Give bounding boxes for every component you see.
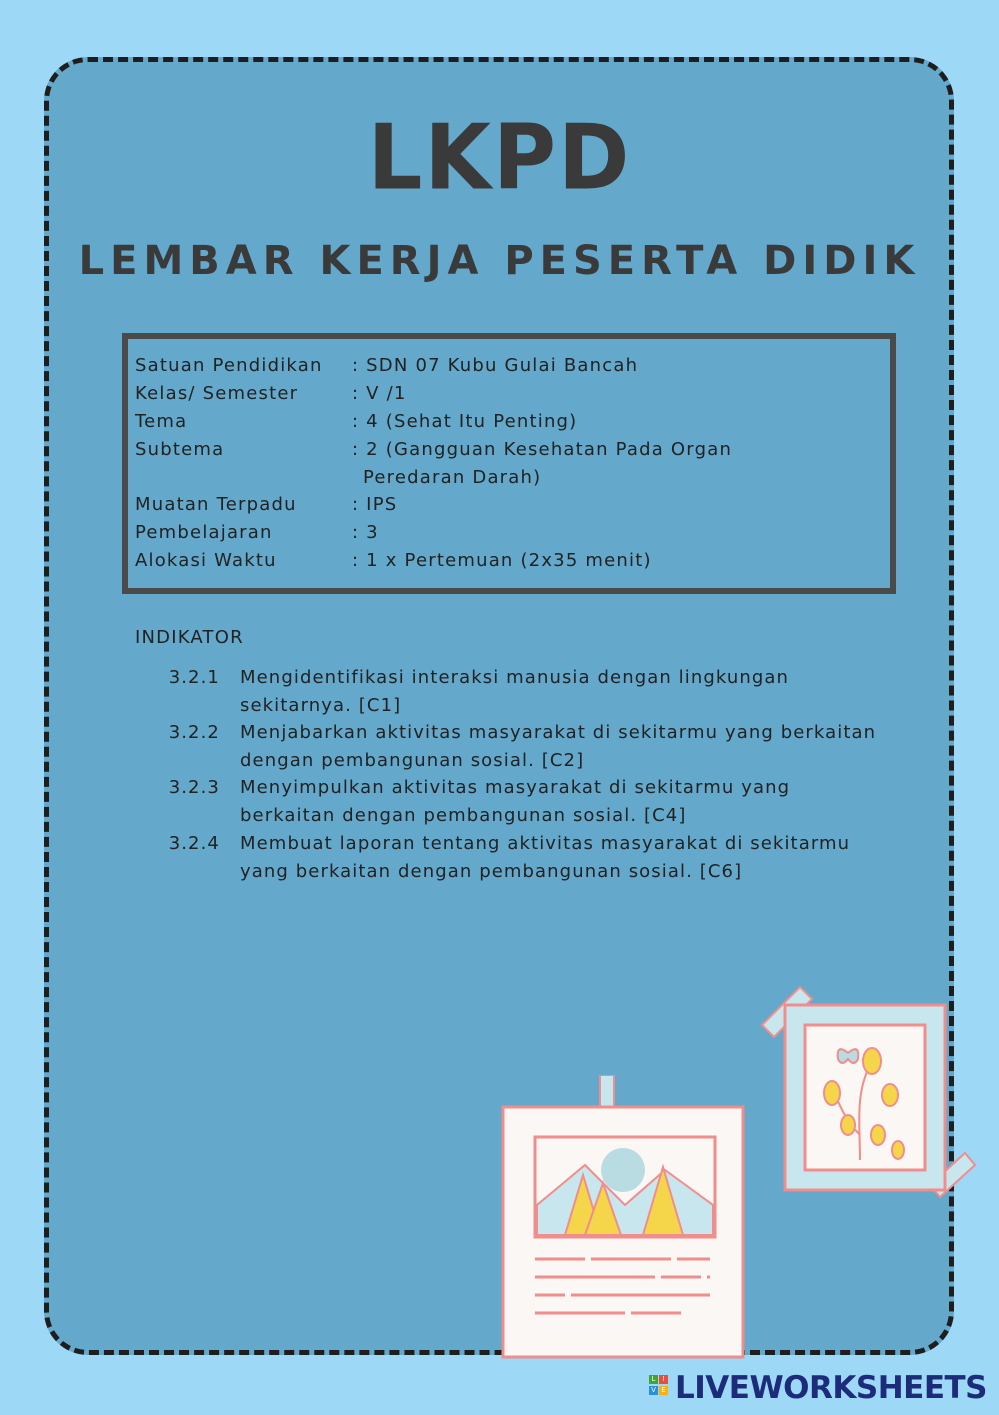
info-label: Tema bbox=[135, 411, 188, 432]
indikator-text: sekitarnya. [C1] bbox=[240, 695, 402, 716]
info-value: : SDN 07 Kubu Gulai Bancah bbox=[352, 355, 639, 376]
liveworksheets-logo bbox=[649, 1369, 987, 1407]
liveworksheets-icon bbox=[649, 1375, 671, 1401]
indikator-text: yang berkaitan dengan pembangunan sosial. [C6] bbox=[240, 861, 743, 882]
page-subtitle: LEMBAR KERJA PESERTA DIDIK bbox=[78, 238, 921, 284]
info-label: Alokasi Waktu bbox=[135, 550, 277, 571]
logo-letter: E bbox=[659, 1386, 668, 1395]
info-value: : 3 bbox=[352, 522, 379, 543]
info-value: : IPS bbox=[352, 494, 398, 515]
flower-picture-icon bbox=[760, 985, 980, 1210]
indikator-text: Menyimpulkan aktivitas masyarakat di sekitarmu yang bbox=[240, 777, 791, 798]
info-label: Muatan Terpadu bbox=[135, 494, 297, 515]
info-label: Satuan Pendidikan bbox=[135, 355, 323, 376]
page-title: LKPD bbox=[367, 105, 632, 211]
indikator-number: 3.2.4 bbox=[168, 833, 220, 854]
indikator-number: 3.2.3 bbox=[168, 777, 220, 798]
landscape-picture-icon bbox=[495, 1075, 755, 1365]
indikator-text: Mengidentifikasi interaksi manusia dengan lingkungan bbox=[240, 667, 790, 688]
info-value: : V /1 bbox=[352, 383, 407, 404]
info-label: Subtema bbox=[135, 439, 225, 460]
info-value: : 4 (Sehat Itu Penting) bbox=[352, 411, 578, 432]
logo-letter: I bbox=[659, 1375, 668, 1384]
indikator-text: Menjabarkan aktivitas masyarakat di sekitarmu yang berkaitan bbox=[240, 722, 877, 743]
logo-letter: L bbox=[649, 1375, 658, 1384]
info-value: Peredaran Darah) bbox=[363, 467, 542, 488]
info-value: : 2 (Gangguan Kesehatan Pada Organ bbox=[352, 439, 733, 460]
liveworksheets-brand: LIVEWORKSHEETS bbox=[675, 1370, 987, 1406]
indikator-text: berkaitan dengan pembangunan sosial. [C4] bbox=[240, 805, 687, 826]
indikator-text: Membuat laporan tentang aktivitas masyarakat di sekitarmu bbox=[240, 833, 851, 854]
info-value: : 1 x Pertemuan (2x35 menit) bbox=[352, 550, 652, 571]
logo-letter: V bbox=[649, 1386, 658, 1395]
info-label: Pembelajaran bbox=[135, 522, 273, 543]
indikator-heading: INDIKATOR bbox=[135, 627, 244, 648]
indikator-text: dengan pembangunan sosial. [C2] bbox=[240, 750, 585, 771]
indikator-number: 3.2.1 bbox=[168, 667, 220, 688]
indikator-number: 3.2.2 bbox=[168, 722, 220, 743]
info-label: Kelas/ Semester bbox=[135, 383, 299, 404]
